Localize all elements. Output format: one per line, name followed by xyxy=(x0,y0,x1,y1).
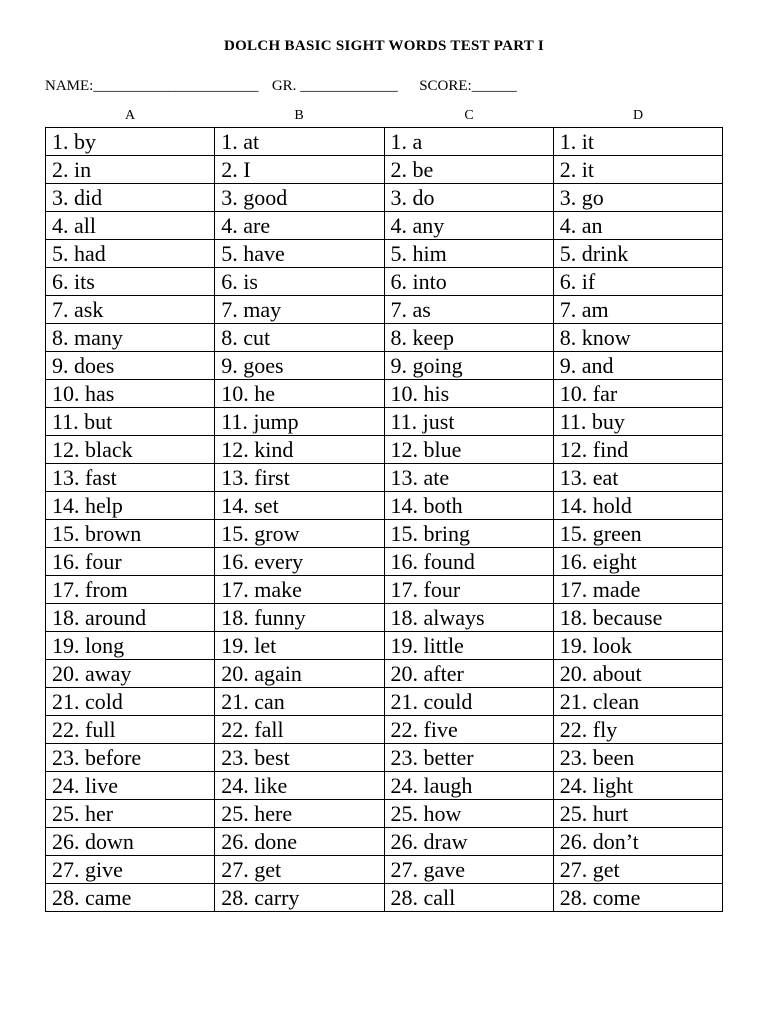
word-cell-a: 1. by xyxy=(46,128,215,156)
word-cell-c: 21. could xyxy=(384,688,553,716)
word-cell-b: 3. good xyxy=(215,184,384,212)
table-row xyxy=(46,464,723,492)
word-cell-c: 3. do xyxy=(384,184,553,212)
word-cell-d: 4. an xyxy=(553,212,722,240)
word-cell-a: 5. had xyxy=(46,240,215,268)
table-row xyxy=(46,800,723,828)
word-cell-b: 9. goes xyxy=(215,352,384,380)
word-cell-d: 17. made xyxy=(553,576,722,604)
grade-field[interactable]: _____________ xyxy=(300,78,398,94)
word-cell-c: 17. four xyxy=(384,576,553,604)
word-cell-d: 20. about xyxy=(553,660,722,688)
word-cell-b: 22. fall xyxy=(215,716,384,744)
word-cell-c: 26. draw xyxy=(384,828,553,856)
word-cell-c: 19. little xyxy=(384,632,553,660)
word-cell-d: 28. come xyxy=(553,884,722,912)
word-cell-d: 9. and xyxy=(553,352,722,380)
score-field[interactable]: ______ xyxy=(471,78,517,94)
table-row xyxy=(46,716,723,744)
table-row xyxy=(46,548,723,576)
word-cell-d: 13. eat xyxy=(553,464,722,492)
word-cell-b: 20. again xyxy=(215,660,384,688)
table-row xyxy=(46,576,723,604)
table-row xyxy=(46,184,723,212)
word-cell-a: 9. does xyxy=(46,352,215,380)
word-cell-b: 12. kind xyxy=(215,436,384,464)
word-cell-b: 6. is xyxy=(215,268,384,296)
word-cell-b: 27. get xyxy=(215,856,384,884)
table-row xyxy=(46,380,723,408)
word-cell-d: 1. it xyxy=(553,128,722,156)
word-cell-d: 22. fly xyxy=(553,716,722,744)
word-cell-d: 16. eight xyxy=(553,548,722,576)
word-cell-b: 8. cut xyxy=(215,324,384,352)
word-cell-d: 10. far xyxy=(553,380,722,408)
word-cell-c: 14. both xyxy=(384,492,553,520)
word-cell-b: 16. every xyxy=(215,548,384,576)
word-cell-a: 10. has xyxy=(46,380,215,408)
word-cell-d: 25. hurt xyxy=(553,800,722,828)
word-cell-d: 8. know xyxy=(553,324,722,352)
word-cell-c: 20. after xyxy=(384,660,553,688)
word-cell-a: 4. all xyxy=(46,212,215,240)
table-row xyxy=(46,156,723,184)
word-cell-b: 4. are xyxy=(215,212,384,240)
word-cell-d: 7. am xyxy=(553,296,722,324)
word-cell-a: 22. full xyxy=(46,716,215,744)
word-cell-b: 24. like xyxy=(215,772,384,800)
word-cell-b: 17. make xyxy=(215,576,384,604)
word-cell-c: 18. always xyxy=(384,604,553,632)
word-cell-d: 12. find xyxy=(553,436,722,464)
table-row xyxy=(46,408,723,436)
word-cell-d: 19. look xyxy=(553,632,722,660)
word-cell-a: 6. its xyxy=(46,268,215,296)
word-cell-c: 7. as xyxy=(384,296,553,324)
word-cell-a: 17. from xyxy=(46,576,215,604)
word-cell-a: 27. give xyxy=(46,856,215,884)
word-cell-a: 7. ask xyxy=(46,296,215,324)
word-cell-d: 21. clean xyxy=(553,688,722,716)
word-cell-c: 11. just xyxy=(384,408,553,436)
word-cell-d: 5. drink xyxy=(553,240,722,268)
word-cell-d: 15. green xyxy=(553,520,722,548)
table-row xyxy=(46,688,723,716)
word-cell-a: 3. did xyxy=(46,184,215,212)
table-row xyxy=(46,324,723,352)
word-cell-a: 24. live xyxy=(46,772,215,800)
word-cell-c: 22. five xyxy=(384,716,553,744)
word-cell-c: 1. a xyxy=(384,128,553,156)
word-cell-b: 5. have xyxy=(215,240,384,268)
table-row xyxy=(46,352,723,380)
word-cell-d: 23. been xyxy=(553,744,722,772)
table-row xyxy=(46,632,723,660)
word-cell-b: 15. grow xyxy=(215,520,384,548)
table-row xyxy=(46,128,723,156)
word-cell-b: 25. here xyxy=(215,800,384,828)
word-cell-d: 26. don’t xyxy=(553,828,722,856)
word-cell-b: 23. best xyxy=(215,744,384,772)
column-header-b: B xyxy=(294,108,304,123)
word-cell-c: 5. him xyxy=(384,240,553,268)
word-cell-d: 2. it xyxy=(553,156,722,184)
word-cell-a: 23. before xyxy=(46,744,215,772)
word-cell-b: 26. done xyxy=(215,828,384,856)
table-row xyxy=(46,212,723,240)
word-cell-c: 10. his xyxy=(384,380,553,408)
word-cell-c: 24. laugh xyxy=(384,772,553,800)
word-cell-d: 27. get xyxy=(553,856,722,884)
word-cell-b: 2. I xyxy=(215,156,384,184)
word-cell-a: 20. away xyxy=(46,660,215,688)
word-cell-c: 8. keep xyxy=(384,324,553,352)
name-field[interactable]: ______________________ xyxy=(93,78,259,94)
word-cell-b: 19. let xyxy=(215,632,384,660)
word-cell-a: 14. help xyxy=(46,492,215,520)
word-cell-c: 28. call xyxy=(384,884,553,912)
word-cell-b: 18. funny xyxy=(215,604,384,632)
word-cell-a: 2. in xyxy=(46,156,215,184)
word-cell-a: 12. black xyxy=(46,436,215,464)
grade-label: GR. xyxy=(271,78,297,94)
word-cell-c: 13. ate xyxy=(384,464,553,492)
table-row xyxy=(46,772,723,800)
word-cell-c: 2. be xyxy=(384,156,553,184)
column-header-a: A xyxy=(124,108,136,123)
table-row xyxy=(46,828,723,856)
word-cell-b: 28. carry xyxy=(215,884,384,912)
word-cell-a: 26. down xyxy=(46,828,215,856)
word-cell-a: 15. brown xyxy=(46,520,215,548)
word-cell-c: 9. going xyxy=(384,352,553,380)
table-row xyxy=(46,604,723,632)
column-header-c: C xyxy=(464,108,474,123)
word-cell-a: 16. four xyxy=(46,548,215,576)
sight-words-table xyxy=(45,127,723,912)
word-cell-a: 21. cold xyxy=(46,688,215,716)
sight-words-body xyxy=(46,128,723,912)
word-cell-a: 28. came xyxy=(46,884,215,912)
word-cell-d: 18. because xyxy=(553,604,722,632)
word-cell-c: 12. blue xyxy=(384,436,553,464)
word-cell-a: 18. around xyxy=(46,604,215,632)
word-cell-b: 1. at xyxy=(215,128,384,156)
column-header-d: D xyxy=(632,108,644,123)
table-row xyxy=(46,660,723,688)
word-cell-d: 11. buy xyxy=(553,408,722,436)
word-cell-c: 27. gave xyxy=(384,856,553,884)
word-cell-d: 6. if xyxy=(553,268,722,296)
table-row xyxy=(46,268,723,296)
word-cell-c: 4. any xyxy=(384,212,553,240)
word-cell-b: 21. can xyxy=(215,688,384,716)
table-row xyxy=(46,884,723,912)
name-label: NAME: xyxy=(45,78,94,94)
word-cell-a: 11. but xyxy=(46,408,215,436)
table-row xyxy=(46,520,723,548)
word-cell-d: 14. hold xyxy=(553,492,722,520)
word-cell-c: 15. bring xyxy=(384,520,553,548)
student-info-line xyxy=(45,78,725,95)
page-title: DOLCH BASIC SIGHT WORDS TEST PART I xyxy=(223,38,545,54)
word-cell-c: 6. into xyxy=(384,268,553,296)
word-cell-a: 13. fast xyxy=(46,464,215,492)
word-cell-a: 25. her xyxy=(46,800,215,828)
table-row xyxy=(46,240,723,268)
word-cell-d: 24. light xyxy=(553,772,722,800)
word-cell-c: 16. found xyxy=(384,548,553,576)
word-cell-c: 25. how xyxy=(384,800,553,828)
word-cell-b: 7. may xyxy=(215,296,384,324)
word-cell-b: 13. first xyxy=(215,464,384,492)
score-label: SCORE: xyxy=(419,78,472,94)
word-cell-c: 23. better xyxy=(384,744,553,772)
word-cell-b: 11. jump xyxy=(215,408,384,436)
word-cell-a: 19. long xyxy=(46,632,215,660)
table-row xyxy=(46,744,723,772)
word-cell-a: 8. many xyxy=(46,324,215,352)
word-cell-d: 3. go xyxy=(553,184,722,212)
table-row xyxy=(46,856,723,884)
word-cell-b: 10. he xyxy=(215,380,384,408)
table-row xyxy=(46,492,723,520)
table-row xyxy=(46,296,723,324)
word-cell-b: 14. set xyxy=(215,492,384,520)
table-row xyxy=(46,436,723,464)
